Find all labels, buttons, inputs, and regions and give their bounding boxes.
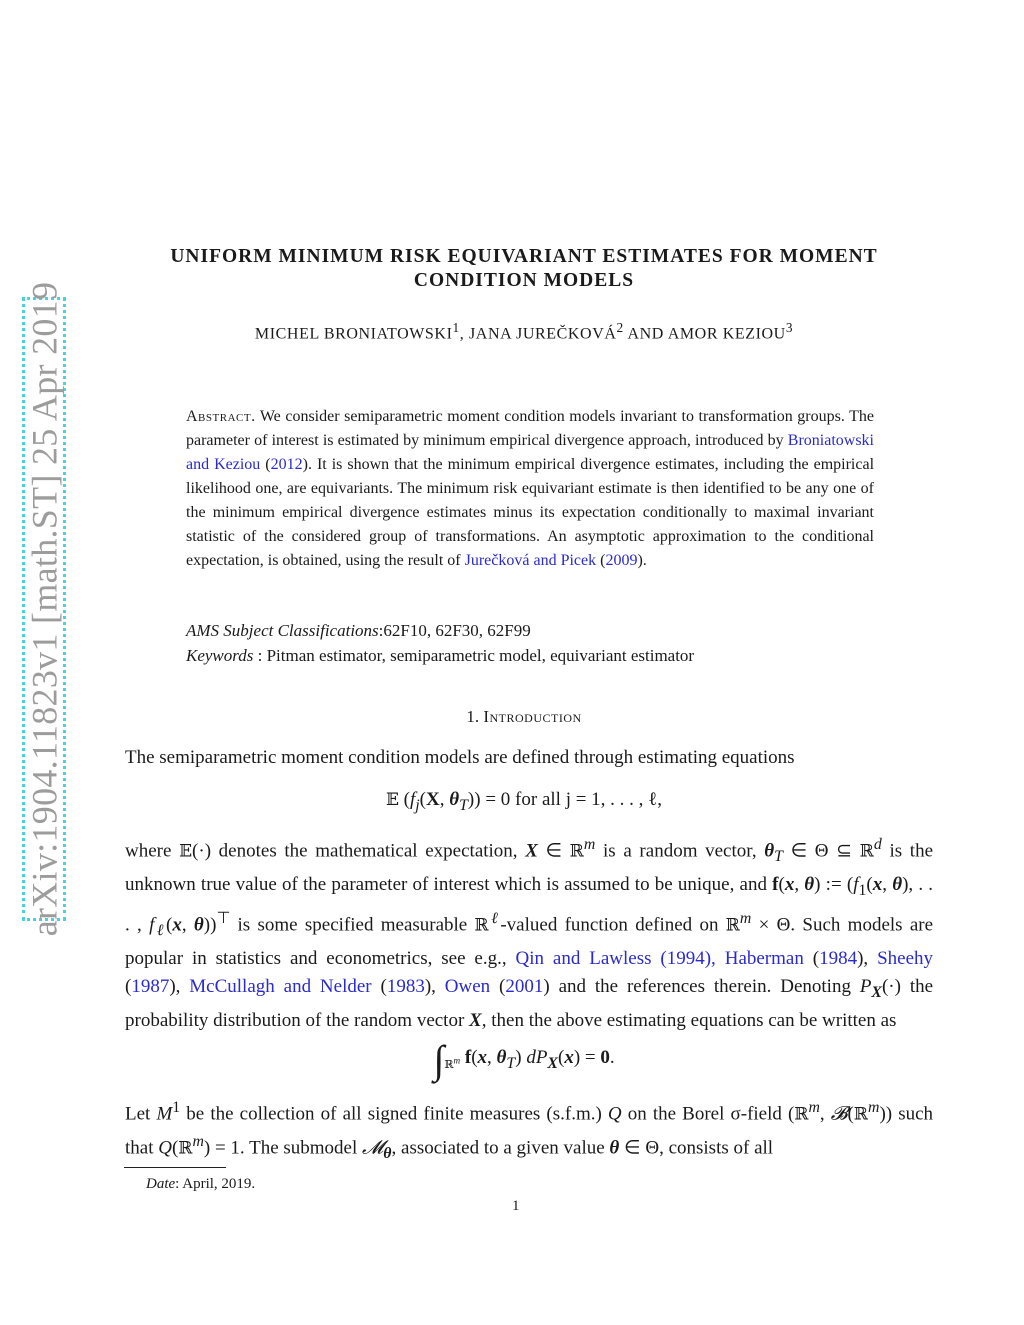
body-text: is a random vector, xyxy=(595,840,765,862)
body-text: ( xyxy=(803,948,820,970)
citation-year-link[interactable]: 1984 xyxy=(819,948,858,970)
body-text: , then the above estimating equations can be written as xyxy=(481,1009,897,1031)
section-title: Introduction xyxy=(483,707,582,726)
citation-year-link[interactable]: 1987 xyxy=(131,976,170,998)
author-separator: AND xyxy=(623,325,668,343)
keywords-value: : Pitman estimator, semiparametric model, equivariant estimator xyxy=(253,646,695,665)
author-list xyxy=(120,320,928,343)
body-text: ( xyxy=(371,976,387,998)
body-text: ), xyxy=(169,976,190,998)
author-separator: , xyxy=(459,325,469,343)
body-text: (·) denotes the mathematical expectation, xyxy=(192,840,526,862)
abstract-text: ). It is shown that the minimum empirical divergence estimates, including the empirical likelihood one, are equivariants. The minimum risk equivariant estimate is then identified to be any one of the minimum empirical divergence estimates minus its expectation conditionally to maximal invariant statistic of the considered group of transformations. An asymptotic approximation to the conditional expectation, is obtained, using the result of xyxy=(186,456,875,569)
citation-paren: ( xyxy=(651,948,667,970)
body-text: Let xyxy=(125,1103,157,1125)
footnote-label: Date xyxy=(146,1176,176,1192)
abstract-label: Abstract. xyxy=(186,408,256,425)
body-paragraph-2: where 𝔼(·) denotes the mathematical expectation, X ∈ ℝ$^m$ is a random vector, $\theta_T$ ∈ Θ ⊆ ℝ$^d$ is the unknown true value of the parameter of interest which is assumed to be unique, and f(x, θ) := ($f_1(x$, θ), . . . , $f_\ell(x$, θ))⊤ is some specified measurable ℝ$^\ell$-valued function defined on ℝ$^m$ × Θ. Such models are popular in statistics and econometrics, see e.g., Qin and Lawless (1994), Haberman (1984), Sheehy (1987), McCullagh and Nelder (1983), Owen (2001) and the references therein. Denoting $P_X(\cdot)$ the probability distribution of the random vector X, then the above estimating equations can be written as xyxy=(125,836,934,1031)
section-heading xyxy=(120,707,928,727)
citation-link[interactable]: Haberman xyxy=(724,948,804,970)
ams-value: :62F10, 62F30, 62F99 xyxy=(378,621,531,640)
citation-year-link[interactable]: 1994 xyxy=(666,948,705,970)
footnote xyxy=(146,1176,255,1193)
author-2: JANA JUREČKOVÁ xyxy=(468,325,617,343)
citation-link[interactable]: Jurečková and Picek xyxy=(464,552,597,569)
keywords-label: Keywords xyxy=(186,646,254,665)
title-line-2: CONDITION MODELS xyxy=(413,270,635,291)
equation-1-rhs: ) = 0 for all j = 1, . . . , ℓ, xyxy=(474,789,663,810)
arxiv-identifier-stamp xyxy=(22,281,66,937)
paper-title xyxy=(120,245,928,293)
citation-paren: ), xyxy=(704,948,725,970)
body-text: -valued function defined on xyxy=(500,914,726,936)
body-text: is some specified measurable xyxy=(230,914,475,936)
body-text: , associated to a given value xyxy=(391,1137,610,1159)
citation-link[interactable]: Sheehy xyxy=(877,948,934,970)
footnote-rule xyxy=(124,1167,226,1168)
body-paragraph-3: Let $M^1$ be the collection of all signed finite measures (s.f.m.) Q on the Borel σ-field (ℝ$^m$, 𝓑(ℝ$^m$)) such that Q(ℝ$^m$) = 1. The submodel 𝓜$_\theta$, associated to a given value θ ∈ Θ, consists of all xyxy=(125,1099,934,1163)
intro-paragraph: The semiparametric moment condition models are defined through estimating equations xyxy=(125,747,795,768)
abstract-text: We consider semiparametric moment condition models invariant to transformation groups. The parameter of interest is estimated by minimum empirical divergence approach, introduced by xyxy=(186,408,874,449)
ams-classification xyxy=(186,621,886,641)
equation-2: $\int_{ℝ^m}$ f(x, $\theta_T$) $dP_X(x) = 0$. xyxy=(433,1037,615,1082)
abstract-text: ). xyxy=(637,552,647,569)
citation-year-link[interactable]: 2009 xyxy=(605,552,638,569)
arxiv-identifier-text: arXiv:1904.11823v1 [math.ST] 25 Apr 2019 xyxy=(24,281,65,937)
body-text: ) = 1. The submodel xyxy=(203,1137,363,1159)
body-text: (·) the probability distribution of the random vector xyxy=(125,976,934,1031)
body-text: is the unknown true value of the parameter of interest which is assumed to be unique, and xyxy=(125,840,934,896)
body-text: ( xyxy=(125,976,132,998)
author-1: MICHEL BRONIATOWSKI xyxy=(254,325,453,343)
equation-1: 𝔼 ($f_j(X$, $\theta_T)) = 0$ for all j = 1, . . . , ℓ, xyxy=(385,789,663,814)
body-text: be the collection of all signed finite measures (s.f.m.) xyxy=(180,1103,608,1125)
body-text: ), xyxy=(857,948,878,970)
body-text: . Such models are popular in statistics and econometrics, see e.g., xyxy=(125,914,934,970)
citation-link[interactable]: McCullagh and Nelder xyxy=(189,976,372,998)
title-line-1: UNIFORM MINIMUM RISK EQUIVARIANT ESTIMATES FOR MOMENT xyxy=(170,246,878,267)
author-2-affiliation: 2 xyxy=(616,320,624,335)
citation-year-link[interactable]: 2012 xyxy=(270,456,303,473)
footnote-value: : April, 2019. xyxy=(175,1176,256,1192)
abstract-text: ( xyxy=(596,552,606,569)
body-text: ∈ Θ, consists of all xyxy=(619,1137,774,1159)
citation-link[interactable]: Owen xyxy=(444,976,491,998)
citation-link[interactable]: Broniatowski and Keziou xyxy=(186,432,874,473)
citation-year-link[interactable]: 1983 xyxy=(386,976,425,998)
citation-year-link[interactable]: 2001 xyxy=(505,976,544,998)
body-text: ) and the references therein. Denoting xyxy=(543,976,860,998)
ams-label: AMS Subject Classifications xyxy=(186,621,379,640)
author-1-affiliation: 1 xyxy=(452,320,460,335)
abstract-text: ( xyxy=(260,456,271,473)
keywords xyxy=(186,646,886,666)
body-text: where xyxy=(125,840,180,862)
citation-link[interactable]: Qin and Lawless xyxy=(515,948,652,970)
body-text: on the Borel σ-field ( xyxy=(621,1103,795,1125)
body-text: ), xyxy=(424,976,445,998)
body-text: )) such that xyxy=(125,1103,934,1159)
body-text: ( xyxy=(490,976,506,998)
author-3: AMOR KEZIOU xyxy=(667,325,786,343)
section-number: 1. xyxy=(466,707,484,726)
author-3-affiliation: 3 xyxy=(785,320,794,335)
page-number: 1 xyxy=(512,1198,520,1214)
abstract xyxy=(186,405,874,573)
